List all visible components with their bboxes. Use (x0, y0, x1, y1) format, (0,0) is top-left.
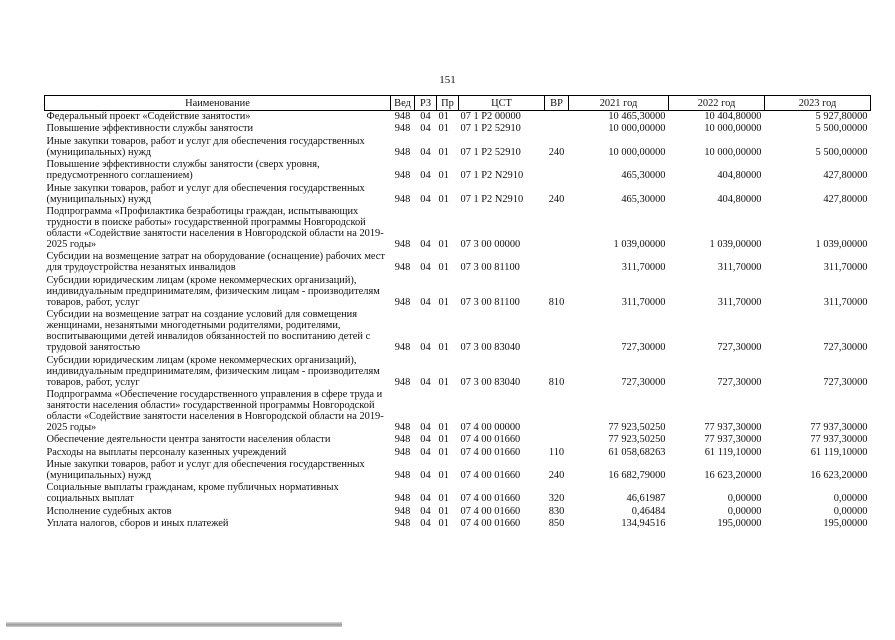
cell-y2023: 77 937,30000 (810, 421, 868, 433)
cell-name: Субсидии юридическим лицам (кроме некоммерческих организаций), индивидуальным предпринимателям, физическим лицам - производителям товаров, работ, услуг (46, 354, 380, 388)
cell-pr: 01 (438, 434, 449, 446)
cell-ved: 948 (394, 123, 411, 135)
cell-name: Иные закупки товаров, работ и услуг для обеспечения государственных (муниципальных) нужд (46, 182, 365, 205)
table-row (45, 447, 871, 459)
cell-rz: 04 (420, 493, 431, 505)
header-cst: ЦСТ (459, 96, 545, 111)
cell-y2021: 10 465,30000 (608, 111, 666, 122)
cell-rz: 04 (420, 376, 431, 388)
cell-name: Федеральный проект «Содействие занятости» (46, 111, 251, 122)
table-row (45, 206, 871, 251)
cell-name: Повышение эффективности службы занятости (сверх уровня, предусмотренного соглашением) (46, 159, 320, 182)
cell-y2021: 77 923,50250 (608, 434, 666, 446)
cell-rz: 04 (420, 518, 431, 530)
cell-y2022: 404,80000 (717, 170, 762, 182)
cell-y2021: 10 000,00000 (608, 123, 666, 135)
cell-cst: 07 4 00 01660 (460, 518, 521, 530)
cell-pr: 01 (438, 262, 449, 274)
cell-name: Подпрограмма «Обеспечение государственного управления в сфере труда и занятости населения области» государственной программы Новгородской области «Содействие занятости населения в Новгородской области на 2019-2025 годы» (46, 388, 384, 433)
cell-ved: 948 (394, 421, 411, 433)
cell-ved: 948 (394, 434, 411, 446)
cell-y2022: 10 000,00000 (704, 123, 762, 135)
cell-cst: 07 3 00 83040 (460, 342, 521, 354)
cell-name: Субсидии на возмещение затрат на оборудование (оснащение) рабочих мест для трудоустройства незанятых инвалидов (46, 251, 385, 274)
header-2023: 2023 год (765, 96, 871, 111)
cell-pr: 01 (438, 518, 449, 530)
cell-vr: 240 (548, 193, 565, 205)
cell-ved: 948 (394, 470, 411, 482)
cell-rz: 04 (420, 434, 431, 446)
cell-y2023: 195,00000 (823, 518, 868, 530)
cell-y2022: 404,80000 (717, 193, 762, 205)
cell-pr: 01 (438, 238, 449, 250)
cell-ved: 948 (394, 262, 411, 274)
cell-ved: 948 (394, 342, 411, 354)
cell-pr: 01 (438, 446, 449, 458)
header-2021: 2021 год (569, 96, 669, 111)
cell-vr: 850 (548, 518, 565, 530)
cell-rz: 04 (420, 238, 431, 250)
cell-pr: 01 (438, 342, 449, 354)
cell-y2022: 1 039,00000 (709, 238, 762, 250)
cell-rz: 04 (420, 470, 431, 482)
cell-vr (545, 111, 569, 124)
cell-cst: 07 4 00 00000 (460, 421, 521, 433)
cell-cst: 07 4 00 01660 (460, 470, 521, 482)
table-row (45, 159, 871, 182)
cell-cst: 07 3 00 00000 (460, 238, 521, 250)
cell-y2022: 10 000,00000 (704, 146, 762, 158)
table-row (45, 136, 871, 159)
cell-y2021: 0,46484 (631, 505, 666, 517)
cell-vr (545, 251, 569, 274)
cell-vr: 320 (548, 493, 565, 505)
page-number: 151 (439, 74, 456, 86)
cell-y2023: 0,00000 (833, 493, 868, 505)
cell-vr (545, 309, 569, 354)
table-row (45, 355, 871, 389)
budget-table (44, 95, 871, 531)
cell-name: Субсидии юридическим лицам (кроме некоммерческих организаций), индивидуальным предпринимателям, физическим лицам - производителям товаров, работ, услуг (46, 274, 380, 308)
cell-name: Подпрограмма «Профилактика безработицы граждан, испытывающих трудности в поиске работы» государственной программы Новгородской области «Содействие занятости населения в Новгородской области на 2019-2025 годы» (46, 205, 384, 250)
cell-y2023: 61 119,10000 (810, 446, 868, 458)
cell-name: Повышение эффективности службы занятости (46, 123, 254, 135)
table-row (45, 459, 871, 482)
cell-y2021: 46,61987 (626, 493, 666, 505)
scan-edge-bar (6, 622, 342, 627)
cell-y2023: 427,80000 (823, 170, 868, 182)
cell-y2021: 311,70000 (621, 296, 666, 308)
header-vr: ВР (545, 96, 569, 111)
cell-ved: 948 (394, 493, 411, 505)
cell-ved: 948 (394, 193, 411, 205)
table-body (45, 111, 871, 531)
cell-ved: 948 (394, 238, 411, 250)
cell-y2022: 311,70000 (717, 296, 762, 308)
cell-pr: 01 (438, 193, 449, 205)
cell-rz: 04 (420, 193, 431, 205)
cell-vr: 240 (548, 470, 565, 482)
cell-name: Субсидии на возмещение затрат на создание условий для совмещения женщинами, незанятыми многодетными родителями, родителями, воспитывающими детей инвалидов обязанностей по воспитанию детей с трудовой занятостью (46, 309, 371, 354)
cell-y2022: 0,00000 (727, 505, 762, 517)
cell-vr (545, 206, 569, 251)
cell-y2021: 61 058,68263 (608, 446, 666, 458)
cell-cst: 07 1 P2 N2910 (460, 170, 524, 182)
cell-name: Иные закупки товаров, работ и услуг для обеспечения государственных (муниципальных) нужд (46, 459, 365, 482)
cell-y2021: 16 682,79000 (608, 470, 666, 482)
cell-vr (545, 434, 569, 446)
cell-y2023: 16 623,20000 (810, 470, 868, 482)
cell-pr: 01 (438, 111, 449, 122)
cell-rz: 04 (420, 342, 431, 354)
cell-name: Обеспечение деятельности центра занятости населения области (46, 434, 331, 446)
cell-y2021: 10 000,00000 (608, 146, 666, 158)
cell-y2023: 427,80000 (823, 193, 868, 205)
cell-y2022: 10 404,80000 (704, 111, 762, 122)
cell-y2022: 311,70000 (717, 262, 762, 274)
cell-y2023: 5 500,00000 (815, 146, 868, 158)
cell-vr (545, 159, 569, 182)
cell-pr: 01 (438, 146, 449, 158)
cell-cst: 07 3 00 83040 (460, 376, 521, 388)
cell-rz: 04 (420, 146, 431, 158)
cell-name: Социальные выплаты гражданам, кроме публичных нормативных социальных выплат (46, 482, 339, 505)
header-2022: 2022 год (669, 96, 765, 111)
cell-y2023: 727,30000 (823, 342, 868, 354)
cell-y2021: 1 039,00000 (613, 238, 666, 250)
table-header (45, 96, 871, 111)
cell-cst: 07 3 00 81100 (460, 296, 520, 308)
cell-vr: 810 (548, 376, 565, 388)
cell-y2021: 727,30000 (621, 342, 666, 354)
cell-y2023: 5 927,80000 (815, 111, 868, 122)
cell-cst: 07 1 P2 N2910 (460, 193, 524, 205)
cell-vr: 240 (548, 146, 565, 158)
cell-y2022: 77 937,30000 (704, 421, 762, 433)
cell-ved: 948 (394, 170, 411, 182)
cell-name: Уплата налогов, сборов и иных платежей (46, 518, 229, 530)
cell-cst: 07 4 00 01660 (460, 493, 521, 505)
cell-cst: 07 1 P2 52910 (460, 146, 521, 158)
cell-y2021: 465,30000 (621, 193, 666, 205)
cell-ved: 948 (394, 296, 411, 308)
cell-cst: 07 4 00 01660 (460, 434, 521, 446)
table-row (45, 389, 871, 434)
header-pr: Пр (437, 96, 459, 111)
cell-cst: 07 4 00 01660 (460, 505, 521, 517)
cell-vr (545, 389, 569, 434)
cell-y2023: 5 500,00000 (815, 123, 868, 135)
table-row (45, 123, 871, 135)
cell-y2023: 727,30000 (823, 376, 868, 388)
header-name: Наименование (45, 96, 391, 111)
cell-y2023: 1 039,00000 (815, 238, 868, 250)
cell-vr: 830 (548, 505, 565, 517)
cell-pr: 01 (438, 376, 449, 388)
cell-y2023: 311,70000 (823, 262, 868, 274)
cell-y2021: 465,30000 (621, 170, 666, 182)
cell-rz: 04 (420, 262, 431, 274)
cell-ved: 948 (394, 518, 411, 530)
cell-rz: 04 (420, 123, 431, 135)
cell-vr (545, 123, 569, 135)
cell-y2022: 0,00000 (727, 493, 762, 505)
cell-ved: 948 (394, 505, 411, 517)
cell-ved: 948 (394, 446, 411, 458)
cell-y2022: 727,30000 (717, 376, 762, 388)
cell-y2022: 61 119,10000 (704, 446, 762, 458)
cell-ved: 948 (394, 376, 411, 388)
cell-rz: 04 (420, 296, 431, 308)
cell-rz: 04 (420, 170, 431, 182)
cell-name: Исполнение судебных актов (46, 505, 172, 517)
cell-y2021: 311,70000 (621, 262, 666, 274)
cell-pr: 01 (438, 493, 449, 505)
table-row (45, 482, 871, 505)
table-row (45, 111, 871, 124)
cell-y2022: 77 937,30000 (704, 434, 762, 446)
cell-pr: 01 (438, 505, 449, 517)
cell-y2023: 0,00000 (833, 505, 868, 517)
table-row (45, 183, 871, 206)
cell-y2022: 195,00000 (717, 518, 762, 530)
cell-ved: 948 (394, 146, 411, 158)
table-row (45, 434, 871, 446)
cell-vr: 110 (548, 446, 565, 458)
header-row (45, 96, 871, 111)
cell-pr: 01 (438, 123, 449, 135)
cell-y2022: 16 623,20000 (704, 470, 762, 482)
cell-cst: 07 1 P2 52910 (460, 123, 521, 135)
header-rz: РЗ (415, 96, 437, 111)
cell-rz: 04 (420, 111, 431, 122)
table-row (45, 506, 871, 518)
header-ved: Вед (391, 96, 415, 111)
cell-y2021: 134,94516 (621, 518, 666, 530)
cell-y2021: 727,30000 (621, 376, 666, 388)
cell-y2021: 77 923,50250 (608, 421, 666, 433)
cell-rz: 04 (420, 421, 431, 433)
cell-cst: 07 3 00 81100 (460, 262, 520, 274)
cell-vr: 810 (548, 296, 565, 308)
cell-y2022: 727,30000 (717, 342, 762, 354)
cell-rz: 04 (420, 505, 431, 517)
cell-pr: 01 (438, 421, 449, 433)
cell-cst: 07 4 00 01660 (460, 446, 521, 458)
cell-pr: 01 (438, 470, 449, 482)
table-row (45, 309, 871, 354)
cell-ved: 948 (394, 111, 411, 122)
cell-name: Расходы на выплаты персоналу казенных учреждений (46, 446, 287, 458)
table-row (45, 251, 871, 274)
cell-y2023: 77 937,30000 (810, 434, 868, 446)
table-row (45, 275, 871, 309)
cell-name: Иные закупки товаров, работ и услуг для обеспечения государственных (муниципальных) нужд (46, 135, 365, 158)
cell-pr: 01 (438, 296, 449, 308)
cell-rz: 04 (420, 446, 431, 458)
cell-y2023: 311,70000 (823, 296, 868, 308)
cell-cst: 07 1 P2 00000 (460, 111, 521, 122)
cell-pr: 01 (438, 170, 449, 182)
table-row (45, 518, 871, 530)
